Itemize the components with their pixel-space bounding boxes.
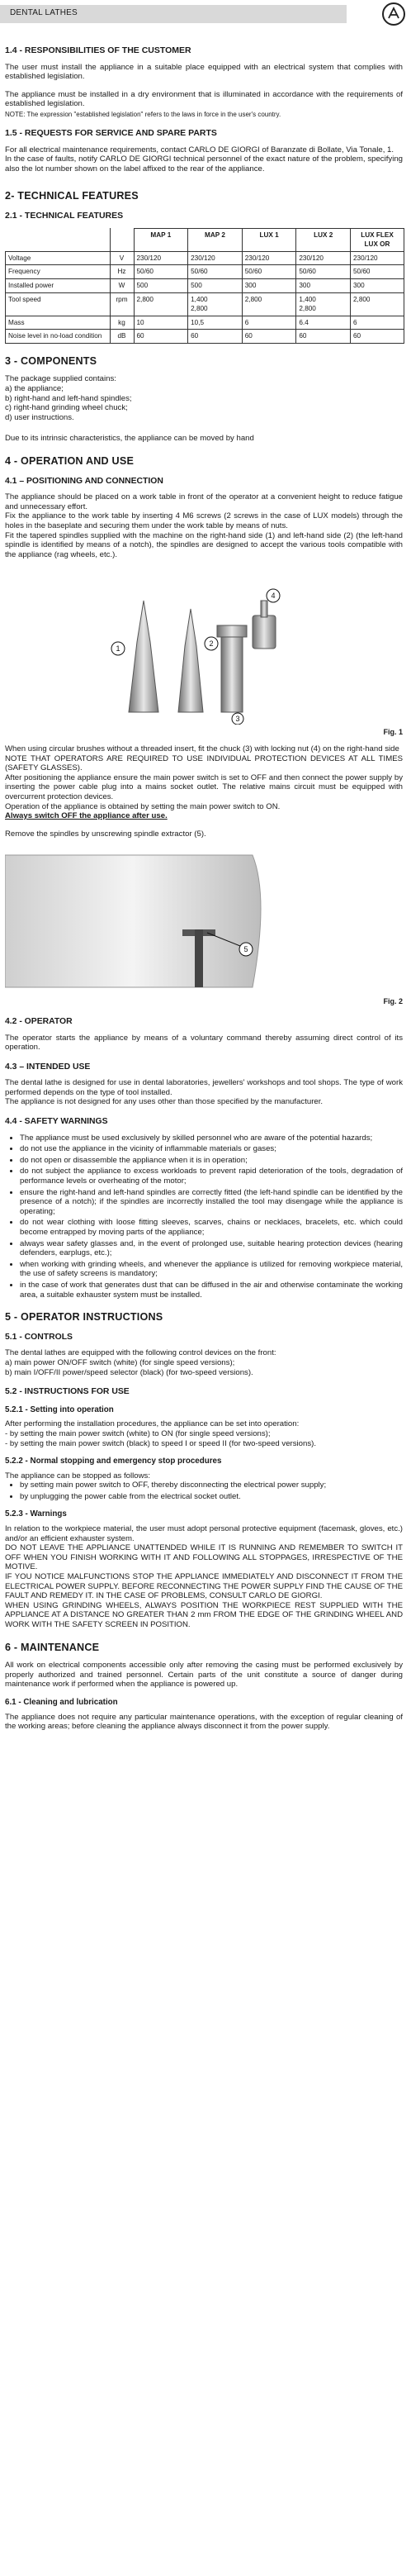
- figure-1-spindles-photo: [5, 568, 404, 725]
- list-item: a) the appliance;: [5, 384, 64, 394]
- heading-5-2-3: 5.2.3 - Warnings: [5, 1509, 67, 1519]
- paragraph: Fix the appliance to the work table by inserting 4 M6 screws (2 screws in the case of LUX models) through the holes in the baseplate and securing them under the work table by means of nuts.: [5, 511, 403, 530]
- note: NOTE: The expression "established legislation" refers to the laws in force in the user's country.: [5, 110, 281, 118]
- table-cell: 230/120: [351, 251, 404, 265]
- spindles-illustration: [5, 568, 404, 725]
- table-cell: 230/120: [296, 251, 351, 265]
- table-header-cell: [6, 228, 111, 251]
- paragraph: The appliance is not designed for any uses other than those specified by the manufacturer.: [5, 1097, 324, 1107]
- page-header: [0, 0, 411, 31]
- paragraph: The appliance should be placed on a work table in front of the operator at a convenient height to reduce fatigue and unnecessary effort.: [5, 492, 403, 511]
- paragraph: The dental lathes are equipped with the following control devices on the front:: [5, 1348, 276, 1358]
- controls-list: [5, 1358, 403, 1377]
- table-cell: 2,800: [134, 292, 188, 316]
- table-cell: 6: [242, 316, 296, 330]
- paragraph: In the case of faults, notify CARLO DE GIORGI technical personnel of the exact nature of the problem, specifying also the lot number shown on the label affixed to the rear of the appliance.: [5, 154, 403, 173]
- table-cell: 300: [351, 278, 404, 292]
- row-label: Mass: [6, 316, 111, 330]
- list-intro: The package supplied contains:: [5, 374, 116, 384]
- table-cell: 2,800: [351, 292, 404, 316]
- paragraph: For all electrical maintenance requirements, contact CARLO DE GIORGI of Baranzate di Bollate, Via Tonale, 1.: [5, 145, 394, 154]
- paragraph: The appliance can be stopped as follows:: [5, 1471, 150, 1480]
- paragraph: WHEN USING GRINDING WHEELS, ALWAYS POSITION THE WORKPIECE REST SUPPLIED WITH THE APPLIANCE AT A DISTANCE NO GREATER THAN 2 mm FROM THE EDGE OF THE GRINDING WHEEL AND WORK WITH THE SAFETY SCREEN IN POSITION.: [5, 1600, 403, 1629]
- document-content: [5, 36, 403, 1740]
- figure-label: 2: [209, 639, 214, 649]
- paragraph: In relation to the workpiece material, the user must adopt personal protective equipment (facemask, gloves, etc.) and/or an efficient exhauster system.: [5, 1524, 403, 1543]
- heading-1-5: 1.5 - REQUESTS FOR SERVICE AND SPARE PARTS: [5, 127, 217, 138]
- row-unit: rpm: [110, 292, 134, 316]
- emphasis-paragraph: Always switch OFF the appliance after use.: [5, 811, 168, 821]
- chuck-3: [217, 625, 247, 712]
- figure-label: 5: [243, 945, 248, 954]
- table-cell: 6.4: [296, 316, 351, 330]
- heading-4-3: 4.3 – INTENDED USE: [5, 1062, 91, 1072]
- paragraph: After performing the installation procedures, the appliance can be set into operation:: [5, 1419, 300, 1429]
- list-item: c) right-hand grinding wheel chuck;: [5, 403, 128, 413]
- heading-5-2: 5.2 - INSTRUCTIONS FOR USE: [5, 1387, 130, 1397]
- table-header-cell: MAP 2: [188, 228, 243, 251]
- row-unit: V: [110, 251, 134, 265]
- heading-6-1: 6.1 - Cleaning and lubrication: [5, 1697, 118, 1707]
- list-item: • do not use the appliance in the vicinity of inflammable materials or gases;: [20, 1144, 403, 1154]
- table-row: [6, 265, 404, 279]
- list-item: b) main I/OFF/II power/speed selector (black) (for two-speed versions).: [5, 1367, 253, 1377]
- figure-label: 3: [235, 715, 240, 724]
- figure-caption: Fig. 2: [383, 997, 403, 1006]
- table-cell: 230/120: [134, 251, 188, 265]
- heading-5-2-2: 5.2.2 - Normal stopping and emergency stop procedures: [5, 1457, 222, 1466]
- heading-1-4: 1.4 - RESPONSIBILITIES OF THE CUSTOMER: [5, 45, 191, 55]
- paragraph: Operation of the appliance is obtained by setting the main power switch to ON.: [5, 801, 281, 811]
- paragraph: IF YOU NOTICE MALFUNCTIONS STOP THE APPLIANCE IMMEDIATELY AND DISCONNECT IT FROM THE ELECTRICAL POWER SUPPLY. BEFORE RECONNECTING THE POWER SUPPLY FIND THE CAUSE OF THE FAULT AND REMEDY IT. IN THE CASE OF PROBLEMS, CONSULT CARLO DE GIORGI.: [5, 1572, 403, 1601]
- list-item: a) main power ON/OFF switch (white) (for single speed versions);: [5, 1357, 235, 1367]
- table-row: [6, 251, 404, 265]
- company-logo-icon: [381, 2, 406, 26]
- section-title-2: 2- TECHNICAL FEATURES: [5, 190, 139, 202]
- paragraph: The appliance must be installed in a dry environment that is illuminated in accordance with the requirements of established legislation.: [5, 89, 403, 109]
- table-row: [6, 330, 404, 344]
- paragraph: The user must install the appliance in a suitable place equipped with an electrical system that complies with established legislation.: [5, 62, 403, 82]
- table-cell: 50/60: [188, 265, 243, 279]
- section-title-6: 6 - MAINTENANCE: [5, 1641, 100, 1653]
- table-cell: 10: [134, 316, 188, 330]
- section-title-3: 3 - COMPONENTS: [5, 354, 97, 367]
- table-cell: 10,5: [188, 316, 243, 330]
- table-header-cell: [110, 228, 134, 251]
- figure-caption: Fig. 1: [383, 728, 403, 737]
- table-cell: 50/60: [134, 265, 188, 279]
- heading-5-1: 5.1 - CONTROLS: [5, 1332, 73, 1342]
- table-cell: 60: [242, 330, 296, 344]
- table-row: [6, 316, 404, 330]
- figure-label: 1: [116, 644, 120, 654]
- list-item: • do not subject the appliance to excess workloads to prevent rapid deterioration of the tools, degradation of performance levels or overheating of the motor;: [20, 1167, 403, 1186]
- table-row: [6, 278, 404, 292]
- list-item: d) user instructions.: [5, 412, 74, 422]
- paragraph: DO NOT LEAVE THE APPLIANCE UNATTENDED WHILE IT IS RUNNING AND REMEMBER TO SWITCH IT OFF WHEN YOU FINISH WORKING WITH IT AND FOLLOWING ALL STOPPAGES, IRRESPECTIVE OF THE MOTIVE.: [5, 1543, 403, 1572]
- paragraph: NOTE THAT OPERATORS ARE REQUIRED TO USE INDIVIDUAL PROTECTION DEVICES AT ALL TIMES (SAFETY GLASSES).: [5, 753, 403, 773]
- figure-label: 4: [271, 592, 276, 601]
- row-label: Voltage: [6, 251, 111, 265]
- table-cell: 500: [134, 278, 188, 292]
- figure-2-spindle-extractor-photo: [5, 847, 404, 994]
- table-header-cell: LUX 1: [242, 228, 296, 251]
- table-cell: 1,400 2,800: [296, 292, 351, 316]
- table-cell: 60: [351, 330, 404, 344]
- table-cell: 2,800: [242, 292, 296, 316]
- heading-2-1: 2.1 - TECHNICAL FEATURES: [5, 210, 124, 221]
- section-title-5: 5 - OPERATOR INSTRUCTIONS: [5, 1311, 163, 1324]
- row-unit: kg: [110, 316, 134, 330]
- list-item: • when working with grinding wheels, and whenever the appliance is utilized for removing workpiece material, the use of safety screens is mandatory;: [20, 1260, 403, 1279]
- table-cell: 230/120: [188, 251, 243, 265]
- table-header-cell: MAP 1: [134, 228, 188, 251]
- table-header-cell: LUX 2: [296, 228, 351, 251]
- row-label: Noise level in no-load condition: [6, 330, 111, 344]
- paragraph: The appliance does not require any particular maintenance operations, with the exception of regular cleaning of the working areas; before cleaning the appliance always disconnect it from the power supply.: [5, 1712, 403, 1732]
- technical-features-table: [5, 228, 404, 344]
- table-cell: 230/120: [242, 251, 296, 265]
- safety-warnings-list: [5, 1134, 403, 1300]
- paragraph: - by setting the main power switch (black) to speed I or speed II (for two-speed versions).: [5, 1438, 316, 1448]
- extractor-illustration: [5, 847, 404, 994]
- table-cell: 60: [188, 330, 243, 344]
- list-item: • do not open or disassemble the appliance when it is in operation;: [20, 1156, 403, 1166]
- list-item: • by setting main power switch to OFF, thereby disconnecting the electrical power supply;: [20, 1480, 403, 1490]
- row-label: Tool speed: [6, 292, 111, 316]
- heading-4-1: 4.1 – POSITIONING AND CONNECTION: [5, 476, 163, 486]
- table-cell: 1,400 2,800: [188, 292, 243, 316]
- list-item: • by unplugging the power cable from the electrical socket outlet.: [20, 1492, 403, 1502]
- table-cell: 50/60: [351, 265, 404, 279]
- list-item: b) right-hand and left-hand spindles;: [5, 393, 132, 403]
- list-item: • do not wear clothing with loose fitting sleeves, scarves, chains or necklaces, bracelets, etc. which could become entrapped by moving parts of the appliance;: [20, 1218, 403, 1237]
- paragraph: The operator starts the appliance by means of a voluntary command thereby assuming direct control of its operation.: [5, 1033, 403, 1053]
- table-cell: 60: [134, 330, 188, 344]
- row-label: Installed power: [6, 278, 111, 292]
- paragraph: The dental lathe is designed for use in dental laboratories, jewellers' workshops and tool shops. The type of work performed depends on the type of tool installed.: [5, 1078, 403, 1097]
- table-cell: 50/60: [242, 265, 296, 279]
- row-unit: dB: [110, 330, 134, 344]
- row-unit: Hz: [110, 265, 134, 279]
- table-cell: 300: [242, 278, 296, 292]
- section-title-4: 4 - OPERATION AND USE: [5, 455, 135, 468]
- header-title: DENTAL LATHES: [10, 8, 78, 17]
- table-row: [6, 292, 404, 316]
- list-item: • always wear safety glasses and, in the event of prolonged use, suitable hearing protection devices (hearing defenders, earplugs, etc.);: [20, 1239, 403, 1258]
- heading-4-2: 4.2 - OPERATOR: [5, 1016, 73, 1026]
- paragraph: - by setting the main power switch (white) to ON (for single speed versions);: [5, 1428, 271, 1438]
- row-unit: W: [110, 278, 134, 292]
- paragraph: When using circular brushes without a threaded insert, fit the chuck (3) with locking nut (4) on the right-hand side: [5, 744, 399, 753]
- table-cell: 50/60: [296, 265, 351, 279]
- paragraph: All work on electrical components accessible only after removing the casing must be performed exclusively by properly authorized and trained personnel. Certain parts of the unit constitute a source of danger during maintenance work if performed when the appliance is powered up.: [5, 1661, 403, 1690]
- paragraph: Fit the tapered spindles supplied with the machine on the right-hand side (1) and left-hand side (2) (the left-hand spindle is identified by means of a notch), the spindles are designed to accept the various tools compatible with the appliance (rag wheels, etc.).: [5, 530, 403, 559]
- table-header-row: [6, 228, 404, 251]
- list-item: • in the case of work that generates dust that can be diffused in the air and otherwise contaminate the working area, a suitable exhauster system must be installed.: [20, 1281, 403, 1300]
- table-cell: 60: [296, 330, 351, 344]
- stop-procedures-list: [5, 1480, 403, 1501]
- table-cell: 300: [296, 278, 351, 292]
- paragraph: After positioning the appliance ensure the main power switch is set to OFF and then connect the power supply by inserting the power cable plug into a mains socket outlet. The relative mains circuit must be equipped with overcurrent protection devices.: [5, 772, 403, 801]
- list-item: • ensure the right-hand and left-hand spindles are correctly fitted (the left-hand spindle can be identified by the presence of a notch); if the spindles are incorrectly installed the tool may disengage while the appliance is operating;: [20, 1188, 403, 1217]
- table-cell: 500: [188, 278, 243, 292]
- table-header-cell: LUX FLEX LUX OR: [351, 228, 404, 251]
- table-cell: 6: [351, 316, 404, 330]
- list-item: • The appliance must be used exclusively by skilled personnel who are aware of the potential hazards;: [20, 1134, 403, 1143]
- components-list: [5, 374, 403, 422]
- heading-4-4: 4.4 - SAFETY WARNINGS: [5, 1117, 108, 1127]
- paragraph: Remove the spindles by unscrewing spindle extractor (5).: [5, 829, 206, 839]
- row-label: Frequency: [6, 265, 111, 279]
- paragraph: Due to its intrinsic characteristics, the appliance can be moved by hand: [5, 434, 254, 444]
- heading-5-2-1: 5.2.1 - Setting into operation: [5, 1404, 114, 1414]
